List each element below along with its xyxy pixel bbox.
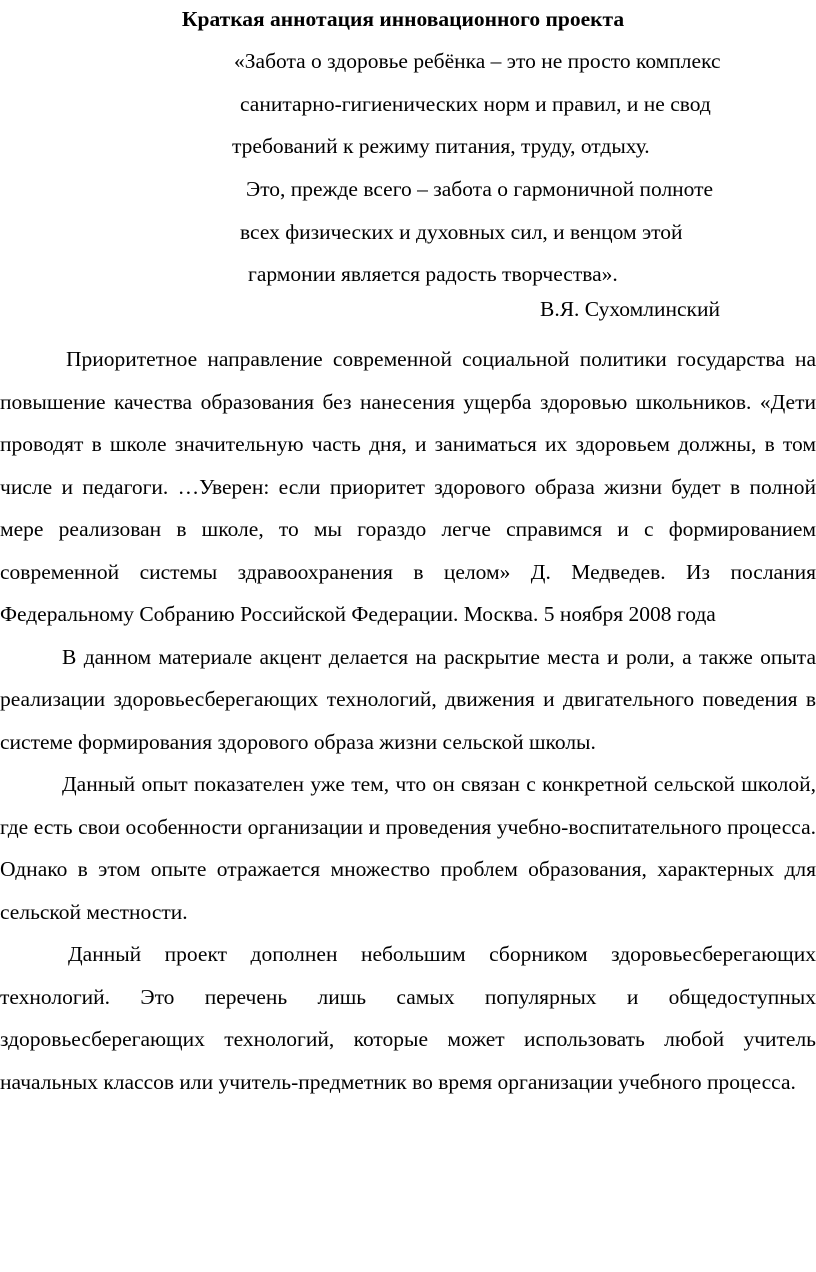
- epigraph-line: «Забота о здоровье ребёнка – это не просто комплекс: [234, 49, 721, 73]
- document-body: [0, 338, 816, 1103]
- epigraph-line: гармонии является радость творчества».: [248, 262, 618, 287]
- epigraph: [0, 40, 816, 296]
- epigraph-line: всех физических и духовных сил, и венцом этой: [240, 219, 683, 244]
- paragraph: Приоритетное направление современной социальной политики государства на повышение качества образования без нанесения ущерба здоровью школьников. «Дети проводят в школе значительную часть дня, и заниматься их здоровьем должны, в том числе и педагоги. …Уверен: если приоритет здорового образа жизни будет в полной мере реализован в школе, то мы гораздо легче справимся и с формированием современной системы здравоохранения в целом» Д. Медведев. Из послания Федеральному Собранию Российской Федерации. Москва. 5 ноября 2008 года: [0, 347, 816, 626]
- epigraph-line: требований к режиму питания, труду, отдыху.: [232, 134, 650, 159]
- epigraph-line: Это, прежде всего – забота о гармоничной полноте: [246, 177, 714, 202]
- paragraph: Данный проект дополнен небольшим сборником здоровьесберегающих технологий. Это перечень лишь самых популярных и общедоступных здоровьесберегающих технологий, которые может использовать любой учитель начальных классов или учитель-предметник во время организации учебного процесса.: [0, 942, 816, 1094]
- paragraph: Данный опыт показателен уже тем, что он связан с конкретной сельской школой, где есть свои особенности организации и проведения учебно-воспитательного процесса. Однако в этом опыте отражается множество проблем образования, характерных для сельской местности.: [0, 772, 816, 924]
- epigraph-line: санитарно-гигиенических норм и правил, и не свод: [240, 91, 711, 116]
- paragraph: В данном материале акцент делается на раскрытие места и роли, а также опыта реализации здоровьесберегающих технологий, движения и двигательного поведения в системе формирования здорового образа жизни сельской школы.: [0, 644, 816, 754]
- page-title: Краткая аннотация инновационного проекта: [181, 7, 625, 31]
- epigraph-author: В.Я. Сухомлинский: [540, 297, 720, 321]
